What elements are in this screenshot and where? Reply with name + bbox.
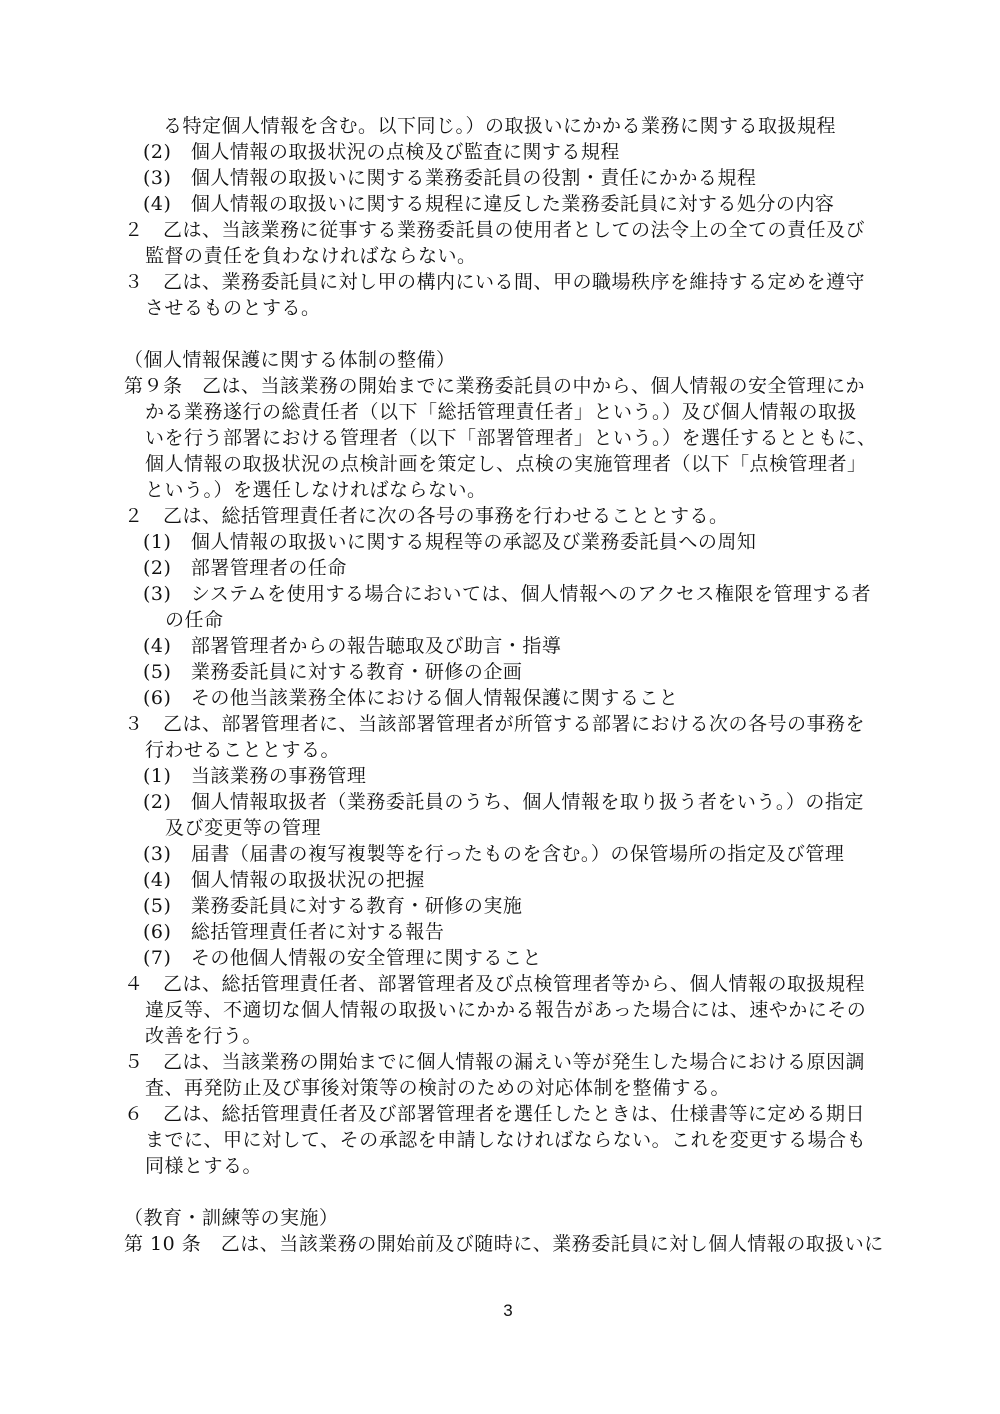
paragraph-line: 違反等、不適切な個人情報の取扱いにかかる報告があった場合には、速やかにその xyxy=(145,999,867,1021)
article-line: 第 10 条 乙は、当該業務の開始前及び随時に、業務委託員に対し個人情報の取扱いに xyxy=(124,1233,884,1255)
list-item: (3) 届書（届書の複写複製等を行ったものを含む。）の保管場所の指定及び管理 xyxy=(143,843,845,865)
list-item: (3) 個人情報の取扱いに関する業務委託員の役割・責任にかかる規程 xyxy=(143,167,757,189)
list-item: (3) システムを使用する場合においては、個人情報へのアクセス権限を管理する者 xyxy=(143,583,871,605)
list-item: 及び変更等の管理 xyxy=(165,817,322,839)
paragraph-line: 行わせることとする。 xyxy=(145,739,341,761)
article-line: という。）を選任しなければならない。 xyxy=(145,479,487,501)
list-item: (4) 部署管理者からの報告聴取及び助言・指導 xyxy=(143,635,562,657)
article-line: いを行う部署における管理者（以下「部署管理者」という。）を選任するとともに、 xyxy=(145,427,877,449)
paragraph-line: ２ 乙は、総括管理責任者に次の各号の事務を行わせることとする。 xyxy=(124,505,729,527)
list-item: (1) 個人情報の取扱いに関する規程等の承認及び業務委託員への周知 xyxy=(143,531,757,553)
article-line: 個人情報の取扱状況の点検計画を策定し、点検の実施管理者（以下「点検管理者」 xyxy=(145,453,867,475)
section-heading: （個人情報保護に関する体制の整備） xyxy=(124,349,456,371)
list-item: (6) その他当該業務全体における個人情報保護に関すること xyxy=(143,687,679,709)
article-line: かる業務遂行の総責任者（以下「総括管理責任者」という。）及び個人情報の取扱 xyxy=(145,401,858,423)
paragraph-line: 同様とする。 xyxy=(145,1155,263,1177)
article-line: 第９条 乙は、当該業務の開始までに業務委託員の中から、個人情報の安全管理にか xyxy=(124,375,866,397)
list-item: (2) 個人情報取扱者（業務委託員のうち、個人情報を取り扱う者をいう。）の指定 xyxy=(143,791,864,813)
paragraph-line: ５ 乙は、当該業務の開始までに個人情報の漏えい等が発生した場合における原因調 xyxy=(124,1051,866,1073)
list-item: の任命 xyxy=(165,609,224,631)
paragraph-line: ２ 乙は、当該業務に従事する業務委託員の使用者としての法令上の全ての責任及び xyxy=(124,219,866,241)
paragraph-line: ３ 乙は、部署管理者に、当該部署管理者が所管する部署における次の各号の事務を xyxy=(124,713,866,735)
text-line: る特定個人情報を含む。以下同じ。）の取扱いにかかる業務に関する取扱規程 xyxy=(163,115,837,137)
section-heading: （教育・訓練等の実施） xyxy=(124,1207,339,1229)
paragraph-line: ６ 乙は、総括管理責任者及び部署管理者を選任したときは、仕様書等に定める期日 xyxy=(124,1103,866,1125)
paragraph-line: ４ 乙は、総括管理責任者、部署管理者及び点検管理者等から、個人情報の取扱規程 xyxy=(124,973,866,995)
list-item: (1) 当該業務の事務管理 xyxy=(143,765,367,787)
list-item: (2) 部署管理者の任命 xyxy=(143,557,347,579)
list-item: (4) 個人情報の取扱いに関する規程に違反した業務委託員に対する処分の内容 xyxy=(143,193,835,215)
paragraph-line: 査、再発防止及び事後対策等の検討のための対応体制を整備する。 xyxy=(145,1077,731,1099)
paragraph-line: ３ 乙は、業務委託員に対し甲の構内にいる間、甲の職場秩序を維持する定めを遵守 xyxy=(124,271,866,293)
list-item: (4) 個人情報の取扱状況の把握 xyxy=(143,869,425,891)
list-item: (7) その他個人情報の安全管理に関すること xyxy=(143,947,542,969)
paragraph-line: させるものとする。 xyxy=(145,297,321,319)
page-number: 3 xyxy=(503,1301,513,1320)
list-item: (5) 業務委託員に対する教育・研修の企画 xyxy=(143,661,523,683)
list-item: (5) 業務委託員に対する教育・研修の実施 xyxy=(143,895,523,917)
list-item: (6) 総括管理責任者に対する報告 xyxy=(143,921,445,943)
paragraph-line: 改善を行う。 xyxy=(145,1025,263,1047)
list-item: (2) 個人情報の取扱状況の点検及び監査に関する規程 xyxy=(143,141,620,163)
paragraph-line: 監督の責任を負わなければならない。 xyxy=(145,245,477,267)
paragraph-line: までに、甲に対して、その承認を申請しなければならない。これを変更する場合も xyxy=(145,1129,867,1151)
